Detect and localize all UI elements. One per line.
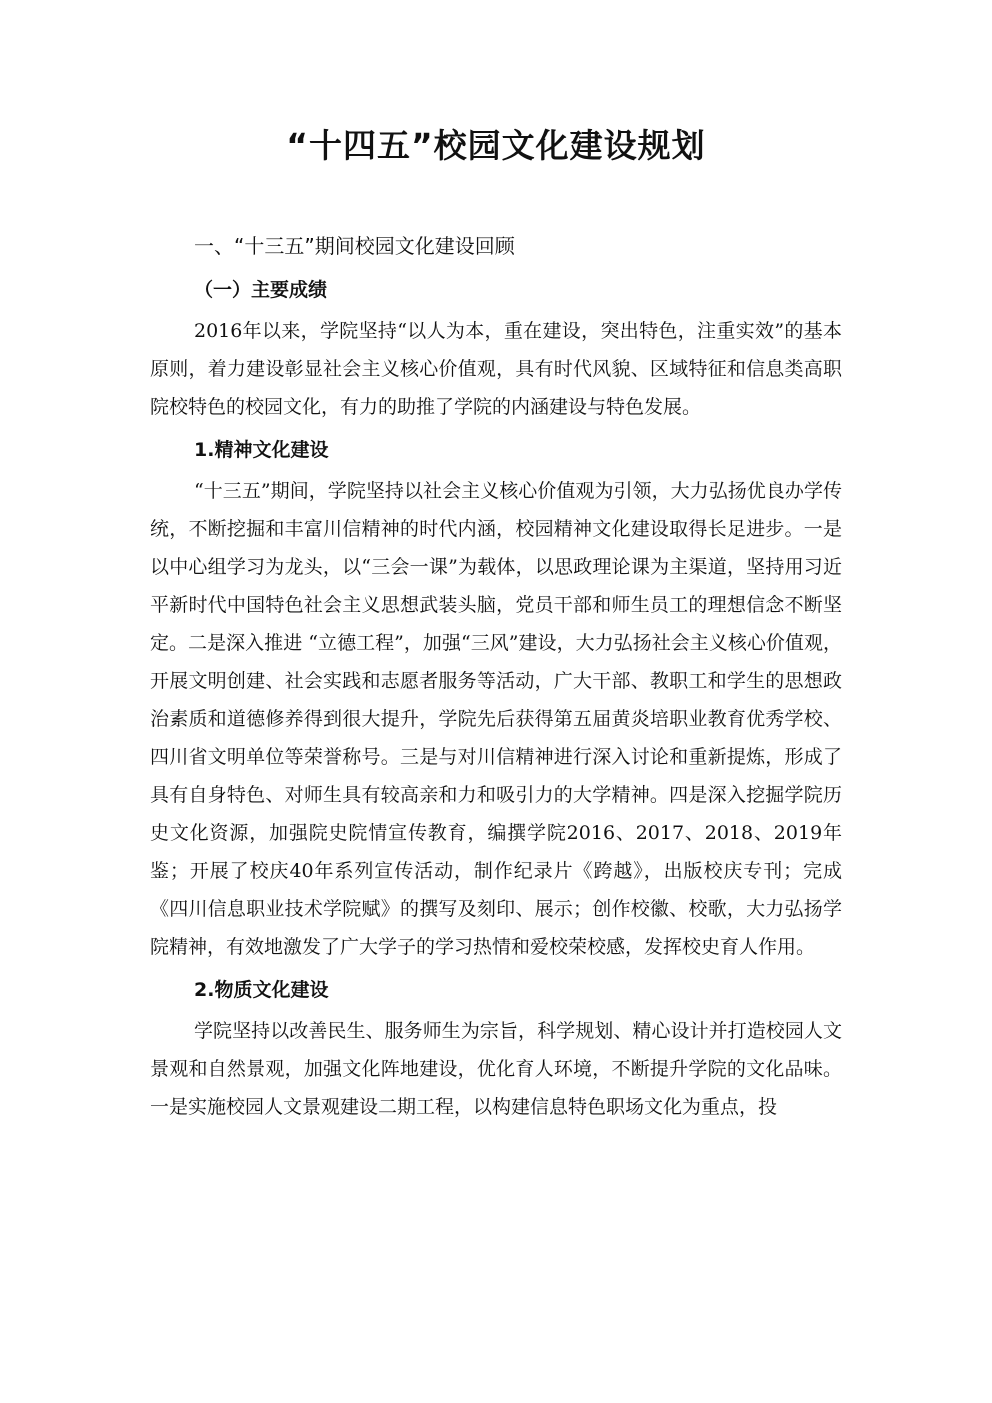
item-heading-spiritual-culture: 1.精神文化建设 [194,439,329,461]
document-body [150,226,842,1126]
item-heading-material-culture: 2.物质文化建设 [194,979,329,1001]
subsection-heading: （一）主要成绩 [194,279,328,301]
spiritual-culture-paragraph: “十三五”期间，学院坚持以社会主义核心价值观为引领，大力弘扬优良办学传统，不断挖掘和丰富川信精神的时代内涵，校园精神文化建设取得长足进步。一是以中心组学习为龙头，以“三会一课”为载体，以思政理论课为主渠道，坚持用习近平新时代中国特色社会主义思想武装头脑，党员干部和师生员工的理想信念不断坚定。二是深入推进 “立德工程”，加强“三风”建设，大力弘扬社会主义核心价值观，开展文明创建、社会实践和志愿者服务等活动，广大干部、教职工和学生的思想政治素质和道德修养得到很大提升，学院先后获得第五届黄炎培职业教育优秀学校、四川省文明单位等荣誉称号。三是与对川信精神进行深入讨论和重新提炼，形成了具有自身特色、对师生具有较高亲和力和吸引力的大学精神。四是深入挖掘学院历史文化资源，加强院史院情宣传教育，编撰学院2016、2017、2018、2019年鉴；开展了校庆40年系列宣传活动，制作纪录片《跨越》，出版校庆专刊；完成《四川信息职业技术学院赋》的撰写及刻印、展示；创作校徽、校歌，大力弘扬学院精神，有效地激发了广大学子的学习热情和爱校荣校感，发挥校史育人作用。 [150,480,842,958]
section-heading: 一、“十三五”期间校园文化建设回顾 [194,234,515,258]
intro-paragraph: 2016年以来，学院坚持“以人为本，重在建设，突出特色，注重实效”的基本原则，着力建设彰显社会主义核心价值观，具有时代风貌、区域特征和信息类高职院校特色的校园文化，有力的助推了学院的内涵建设与特色发展。 [150,320,842,418]
document-title: “十四五”校园文化建设规划 [286,126,706,165]
material-culture-paragraph: 学院坚持以改善民生、服务师生为宗旨，科学规划、精心设计并打造校园人文景观和自然景观，加强文化阵地建设，优化育人环境，不断提升学院的文化品味。一是实施校园人文景观建设二期工程，以构建信息特色职场文化为重点，投 [150,1020,842,1118]
